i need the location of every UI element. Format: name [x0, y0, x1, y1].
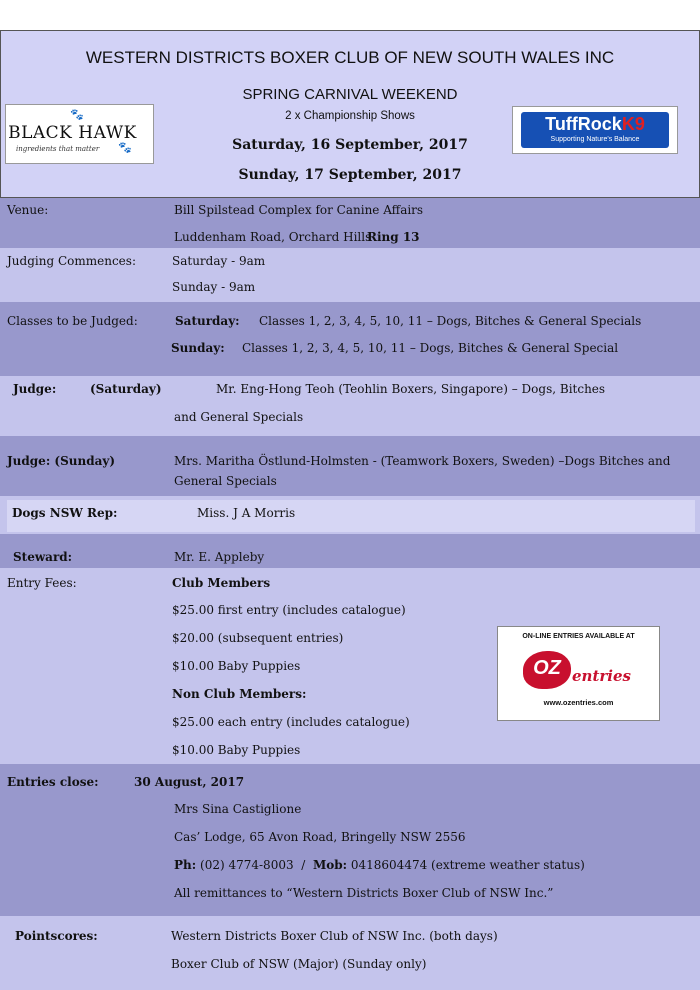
classes-label: Classes to be Judged:: [7, 314, 138, 328]
steward-label: Steward:: [13, 550, 73, 564]
tuffrock-k9: K9: [621, 114, 645, 134]
ozentries-url: www.ozentries.com: [543, 698, 614, 707]
shows-count: 2 x Championship Shows: [285, 110, 415, 122]
fees-non-each: $25.00 each entry (includes catalogue): [172, 715, 410, 729]
fees-member-first: $25.00 first entry (includes catalogue): [172, 603, 406, 617]
fees-label: Entry Fees:: [7, 576, 77, 590]
venue-ring: Ring 13: [367, 230, 420, 244]
steward-band: [0, 534, 700, 568]
fees-non-puppies: $10.00 Baby Puppies: [172, 743, 301, 757]
steward-value: Mr. E. Appleby: [174, 550, 265, 564]
paw-icon: 🐾: [70, 108, 84, 121]
entries-label: Entries close:: [7, 775, 99, 789]
fees-members-heading: Club Members: [172, 576, 271, 590]
entries-close-date: 30 August, 2017: [134, 775, 245, 789]
venue-label: Venue:: [7, 203, 49, 217]
tuffrock-tagline: Supporting Nature's Balance: [550, 136, 640, 143]
blackhawk-logo: [5, 104, 154, 164]
entries-remittance: All remittances to “Western Districts Boxer Club of NSW Inc.”: [174, 886, 554, 900]
judge-sun-line1: Mrs. Maritha Östlund-Holmsten - (Teamwork Boxers, Sweden) –Dogs Bitches and: [174, 454, 671, 468]
ozentries-word: entries: [572, 667, 631, 685]
pointscores-line1: Western Districts Boxer Club of NSW Inc. (both days): [171, 929, 498, 943]
judge-sun-label: Judge: (Sunday): [7, 454, 116, 468]
tuffrock-name: TuffRock: [545, 114, 622, 134]
judging-sunday: Sunday - 9am: [172, 280, 256, 294]
ozentries-logo[interactable]: [497, 626, 660, 721]
judging-saturday: Saturday - 9am: [172, 254, 266, 268]
venue-line1: Bill Spilstead Complex for Canine Affairs: [174, 203, 424, 217]
blackhawk-name: BLACK HAWK: [8, 123, 137, 143]
mobile-number: 0418604474 (extreme weather status): [350, 858, 585, 872]
pointscores-band: [0, 916, 700, 990]
phone-separator: /: [301, 858, 306, 872]
event-subtitle: SPRING CARNIVAL WEEKEND: [242, 86, 458, 103]
ozentries-top-text: ON-LINE ENTRIES AVAILABLE AT: [522, 633, 635, 640]
judge-sat-line2: and General Specials: [174, 410, 304, 424]
classes-sat-day: Saturday:: [175, 314, 240, 328]
fees-non-heading: Non Club Members:: [172, 687, 307, 701]
phone-number: (02) 4774-8003: [200, 858, 294, 872]
entries-name: Mrs Sina Castiglione: [174, 802, 302, 816]
club-title: WESTERN DISTRICTS BOXER CLUB OF NEW SOUTH WALES INC: [85, 48, 615, 67]
judge-sat-label: Judge:: [13, 382, 57, 396]
mobile-label: Mob:: [312, 858, 348, 872]
blackhawk-tagline: ingredients that matter: [16, 145, 100, 153]
pointscores-line2: Boxer Club of NSW (Major) (Sunday only): [171, 957, 427, 971]
entries-address: Cas’ Lodge, 65 Avon Road, Bringelly NSW 2556: [174, 830, 466, 844]
venue-line2: Luddenham Road, Orchard Hills: [174, 230, 372, 244]
judge-sat-line1: Mr. Eng-Hong Teoh (Teohlin Boxers, Singapore) – Dogs, Bitches: [216, 382, 606, 396]
fees-member-subsequent: $20.00 (subsequent entries): [172, 631, 344, 645]
ozentries-badge: OZ: [533, 657, 561, 679]
rep-value: Miss. J A Morris: [197, 506, 296, 520]
judge-sun-line2: General Specials: [174, 474, 277, 488]
rep-label: Dogs NSW Rep:: [12, 506, 118, 520]
pointscores-label: Pointscores:: [15, 929, 98, 943]
classes-sun-day: Sunday:: [171, 341, 225, 355]
phone-label: Ph:: [174, 858, 197, 872]
judging-label: Judging Commences:: [7, 254, 136, 268]
date-saturday: Saturday, 16 September, 2017: [232, 137, 468, 153]
classes-sat-text: Classes 1, 2, 3, 4, 5, 10, 11 – Dogs, Bitches & General Specials: [259, 314, 642, 328]
tuffrock-logo: [512, 106, 678, 154]
fees-member-puppies: $10.00 Baby Puppies: [172, 659, 301, 673]
entries-phone-line: [174, 858, 585, 872]
date-sunday: Sunday, 17 September, 2017: [238, 167, 462, 183]
classes-sun-text: Classes 1, 2, 3, 4, 5, 10, 11 – Dogs, Bitches & General Special: [242, 341, 619, 355]
paw-icon: 🐾: [118, 141, 132, 154]
judge-sat-day: (Saturday): [90, 382, 162, 396]
